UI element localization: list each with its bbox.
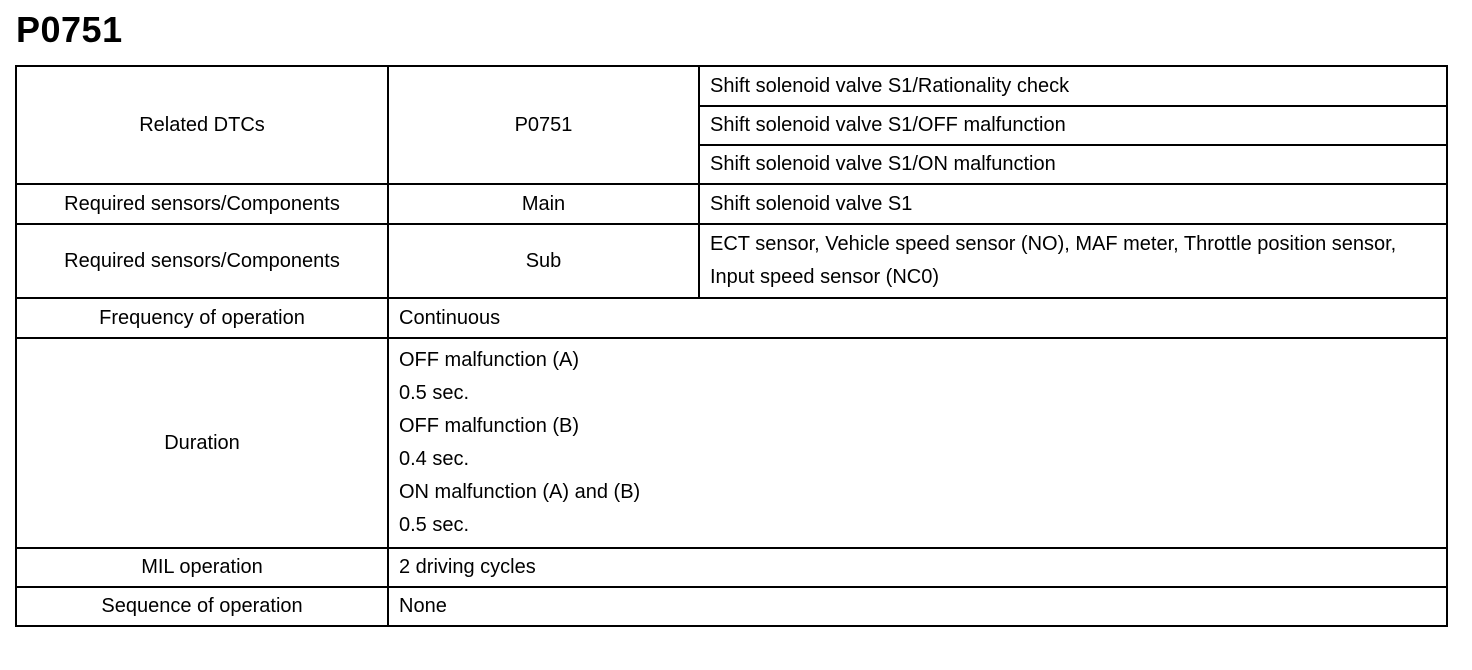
duration-line: 0.5 sec.	[399, 514, 470, 536]
table-row-frequency	[16, 298, 1447, 338]
required-main-label: Required sensors/Components	[16, 184, 388, 224]
mil-operation-label: MIL operation	[16, 548, 388, 587]
required-main-value: Shift solenoid valve S1	[699, 184, 1447, 224]
dtc-spec-table	[15, 65, 1448, 627]
duration-line: OFF malfunction (B)	[399, 415, 580, 437]
duration-line: ON malfunction (A) and (B)	[399, 481, 641, 503]
duration-line: 0.5 sec.	[399, 382, 470, 404]
mil-operation-value: 2 driving cycles	[388, 548, 1447, 587]
table-row-duration	[16, 338, 1447, 548]
table-row-related-dtcs	[16, 66, 1447, 106]
table-row-required-main	[16, 184, 1447, 224]
frequency-value: Continuous	[388, 298, 1447, 338]
duration-line: 0.4 sec.	[399, 448, 470, 470]
related-dtcs-code: P0751	[388, 66, 699, 184]
duration-line: OFF malfunction (A)	[399, 349, 580, 371]
table-row-sequence	[16, 587, 1447, 626]
related-dtc-description: Shift solenoid valve S1/OFF malfunction	[699, 106, 1447, 145]
related-dtcs-label: Related DTCs	[16, 66, 388, 184]
duration-values	[388, 338, 1447, 548]
sequence-label: Sequence of operation	[16, 587, 388, 626]
frequency-label: Frequency of operation	[16, 298, 388, 338]
table-row-required-sub	[16, 224, 1447, 298]
page-title: P0751	[16, 9, 123, 50]
table-row-mil-operation	[16, 548, 1447, 587]
required-sub-label: Required sensors/Components	[16, 224, 388, 298]
related-dtc-description: Shift solenoid valve S1/ON malfunction	[699, 145, 1447, 184]
required-sub-value: ECT sensor, Vehicle speed sensor (NO), MAF meter, Throttle position sensor, Input speed sensor (NC0)	[699, 224, 1447, 298]
required-sub-type: Sub	[388, 224, 699, 298]
duration-label: Duration	[16, 338, 388, 548]
required-main-type: Main	[388, 184, 699, 224]
related-dtc-description: Shift solenoid valve S1/Rationality check	[699, 66, 1447, 106]
sequence-value: None	[388, 587, 1447, 626]
